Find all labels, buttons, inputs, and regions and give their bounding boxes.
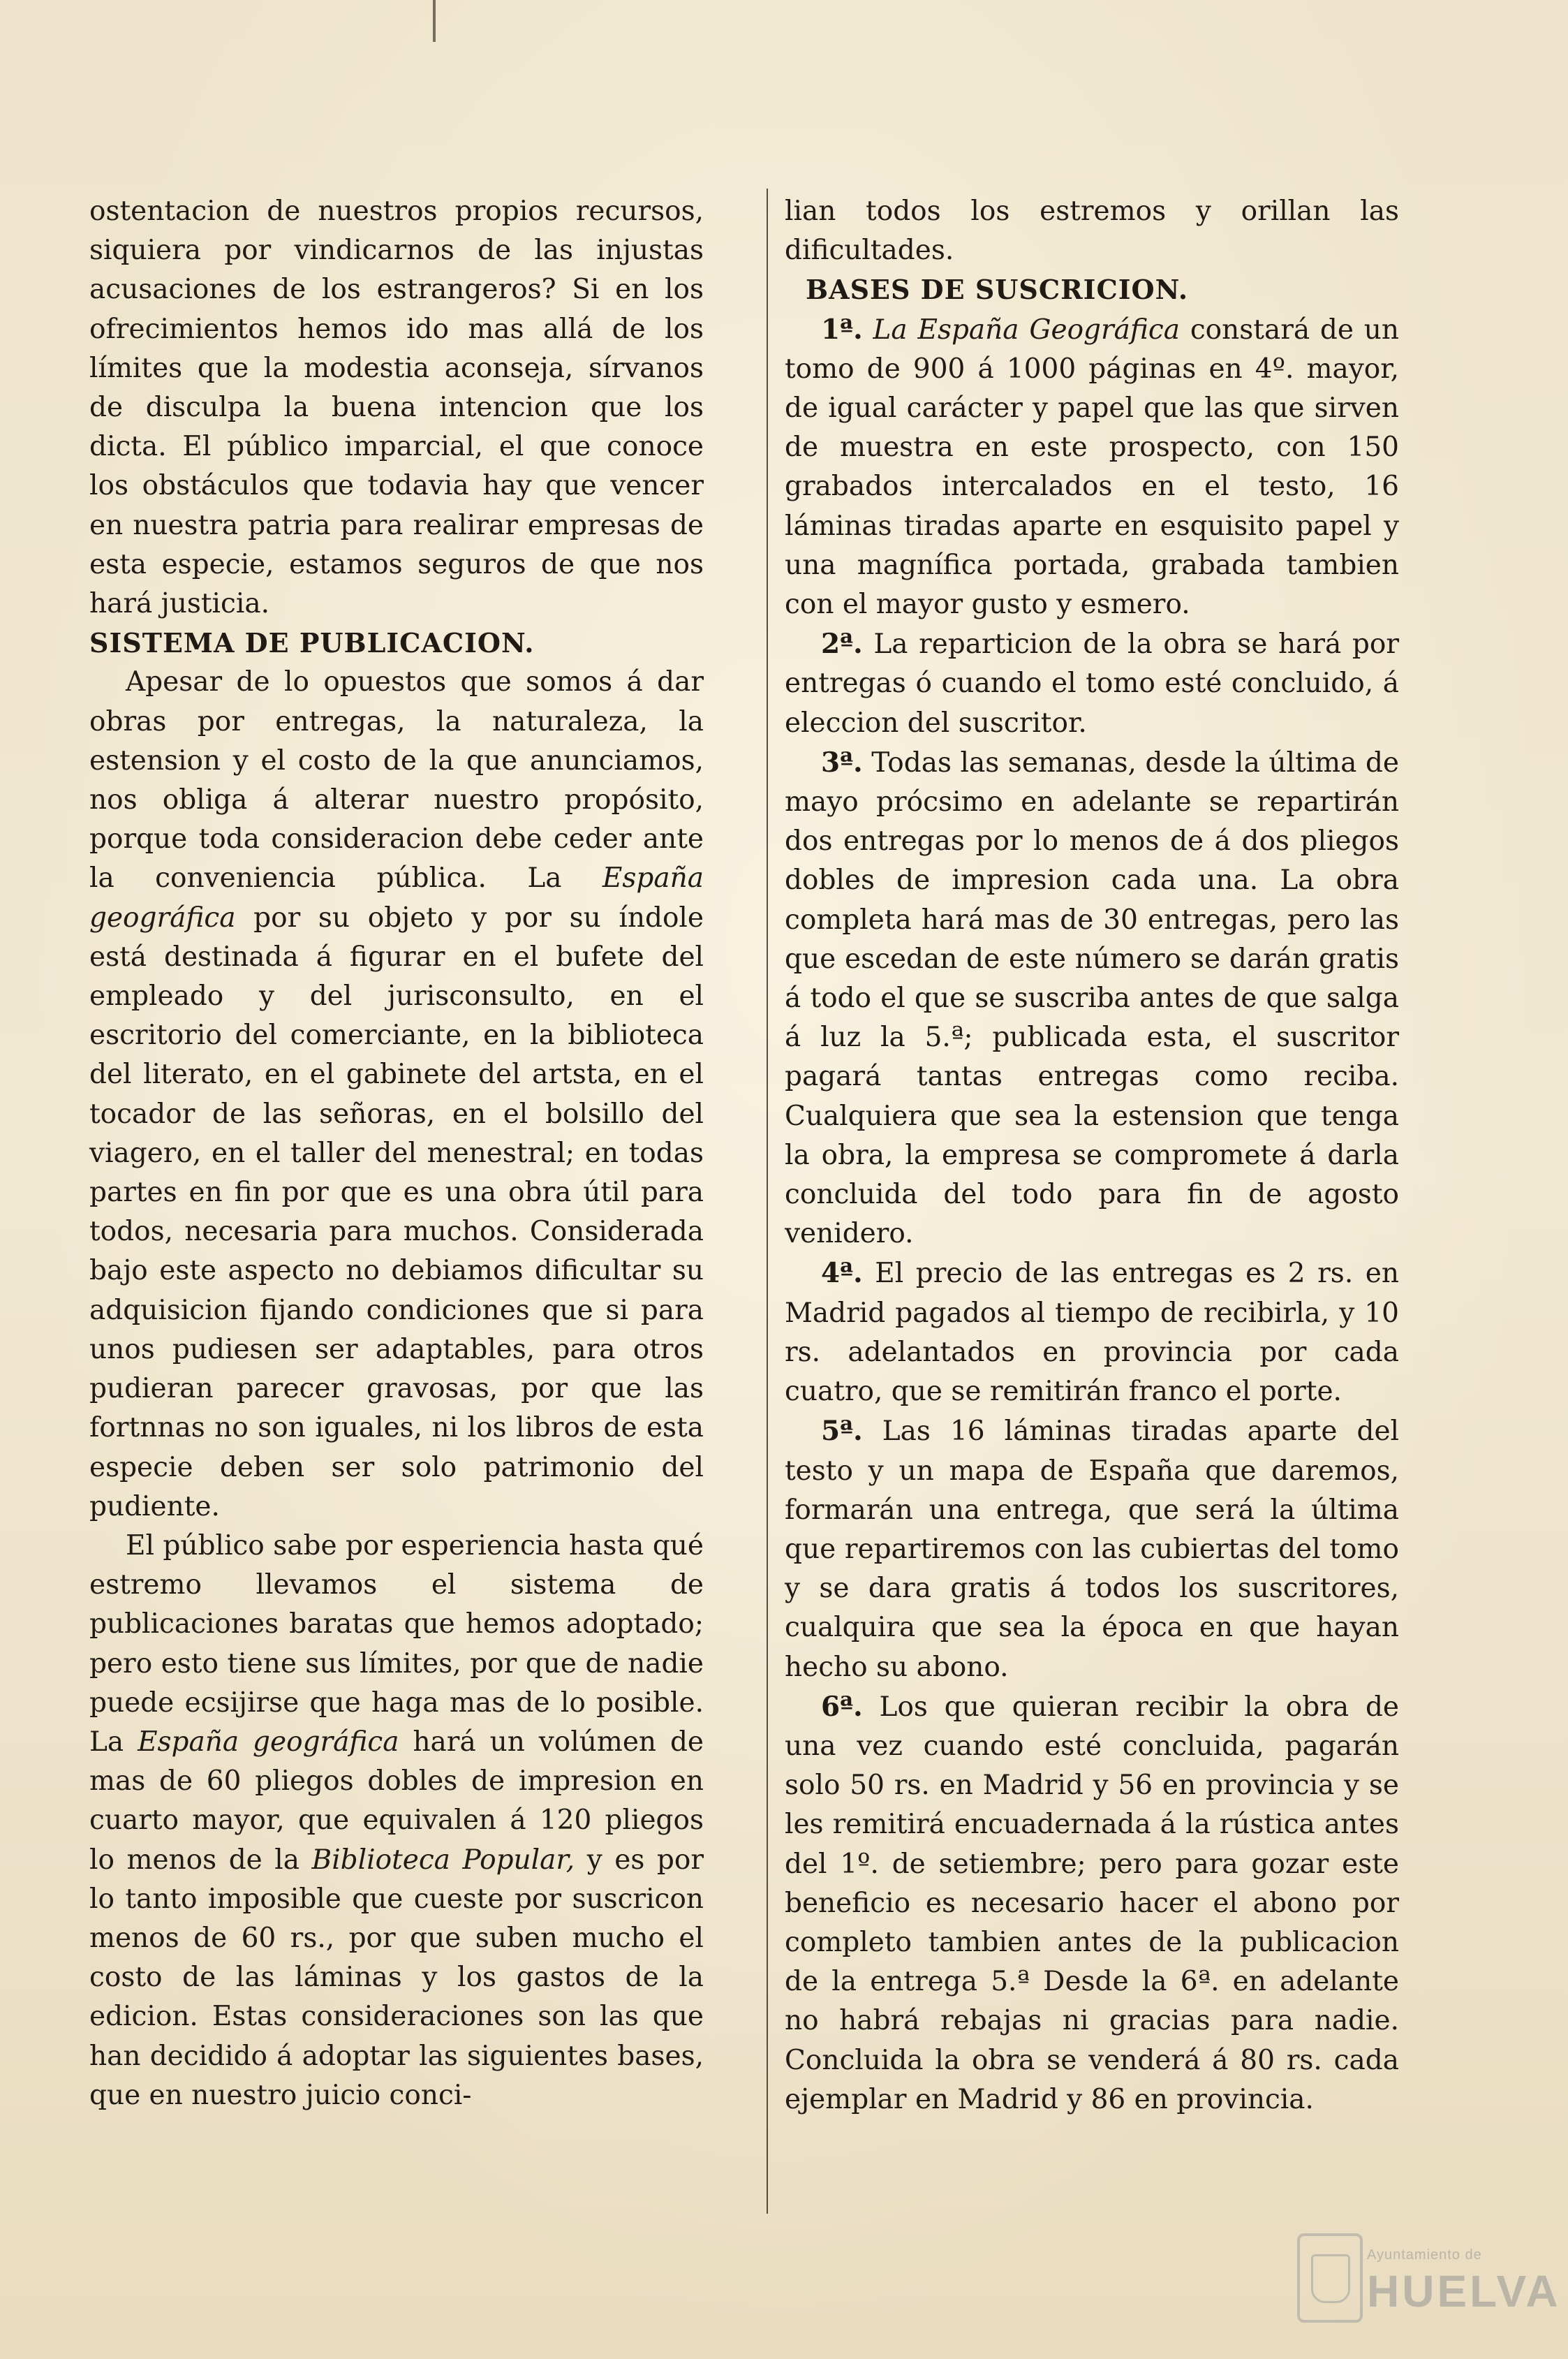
left-paragraph-1: ostentacion de nuestros propios recursos, siquiera por vindicarnos de las injustas acusaciones de los estrangeros? Si en los ofrecimientos hemos ido mas allá de los límites que la modestia aconseja, sírvanos de disculpa la buena intencion que los dicta. El público imparcial, el que conoce los obstáculos que todavia hay que vencer en nuestra patria para realirar empresas de esta especie, estamos seguros de que nos hará justicia. [89, 196, 704, 620]
watermark-name: HUELVA [1367, 2266, 1561, 2316]
left-column [89, 192, 704, 2115]
left-paragraph-2: Apesar de lo opuestos que somos á dar obras por entregas, la naturaleza, la estension y el costo de la que anunciamos, nos obliga á alterar nuestro propósito, porque toda consideracion debe ceder ante la conveniencia pública. La España geográfica por su objeto y por su índole está destinada á figurar en el bufete del empleado y del jurisconsulto, en el escritorio del comerciante, en la biblioteca del literato, en el gabinete del artsta, en el tocador de las señoras, en el bolsillo del viagero, en el taller del menestral; en todas partes en fin por que es una obra útil para todos, necesaria para muchos. Considerada bajo este aspecto no debiamos dificultar su adquisicion fijando condiciones que si para unos pudiesen ser adaptables, para otros pudieran parecer gravosas, por que las fortnnas no son iguales, ni los libros de esta especie deben ser solo patrimonio del pudiente. [89, 666, 704, 1522]
base-item: 1ª. La España Geográfica constará de un tomo de 900 á 1000 páginas en 4º. mayor, de igual carácter y papel que las que sirven de muestra en este prospecto, con 150 grabados intercalados en el testo, 16 láminas tiradas aparte en esquisito papel y una magnífica portada, grabada tambien con el mayor gusto y esmero. [785, 313, 1399, 621]
right-continuation: lian todos los estremos y orillan las dificultades. [785, 196, 1399, 267]
base-item: 4ª. El precio de las entregas es 2 rs. en Madrid pagados al tiempo de recibirla, y 10 rs. adelantados en provincia por cada cuatro, que se remitirán franco el porte. [785, 1257, 1399, 1408]
archive-watermark [1297, 2226, 1561, 2331]
watermark-top-text: Ayuntamiento de [1367, 2247, 1482, 2263]
left-paragraph-3: El público sabe por esperiencia hasta qué estremo llevamos el sistema de publicaciones baratas que hemos adoptado; pero esto tiene sus límites, por que de nadie puede ecsijirse que haga mas de lo posible. La España geográfica hará un volúmen de mas de 60 pliegos dobles de impresion en cuarto mayor, que equivalen á 120 pliegos lo menos de la Biblioteca Popular, y es por lo tanto imposible que cueste por suscricon menos de 60 rs., por que suben mucho el costo de las láminas y los gastos de la edicion. Estas consideraciones son las que han decidido á adoptar las siguientes bases, que en nuestro juicio conci- [89, 1529, 704, 2111]
base-item: 6ª. Los que quieran recibir la obra de una vez cuando esté concluida, pagarán solo 50 rs. en Madrid y 56 en provincia y se les remitirá encuadernada á la rústica antes del 1º. de setiembre; pero para gozar este beneficio es necesario hacer el abono por completo tambien antes de la publicacion de la entrega 5.ª Desde la 6ª. en adelante no habrá rebajas ni gracias para nadie. Concluida la obra se venderá á 80 rs. cada ejemplar en Madrid y 86 en provincia. [785, 1690, 1399, 2115]
heading-sistema-de-publicacion: SISTEMA DE PUBLICACION. [89, 627, 535, 659]
column-divider [767, 189, 768, 2214]
base-item: 5ª. Las 16 láminas tiradas aparte del testo y un mapa de España que daremos, formarán una entrega, que será la última que repartiremos con las cubiertas del tomo y se dara gratis á todos los suscritores, cualquira que sea la época en que hayan hecho su abono. [785, 1415, 1399, 1683]
coat-of-arms-icon [1297, 2233, 1363, 2323]
heading-bases-de-suscricion: BASES DE SUSCRICION. [806, 274, 1189, 306]
base-item: 3ª. Todas las semanas, desde la última de mayo prócsimo en adelante se repartirán dos entregas por lo menos de á dos pliegos dobles de impresion cada una. La obra completa hará mas de 30 entregas, pero las que escedan de este número se darán gratis á todo el que se suscriba antes de que salga á luz la 5.ª; publicada esta, el suscritor pagará tantas entregas como reciba. Cualquiera que sea la estension que tenga la obra, la empresa se compromete á darla concluida del todo para fin de agosto venidero. [785, 746, 1399, 1250]
right-column [785, 192, 1399, 2119]
base-item: 2ª. La reparticion de la obra se hará por entregas ó cuando el tomo esté concluido, á eleccion del suscritor. [785, 628, 1399, 739]
fold-mark [433, 0, 436, 42]
